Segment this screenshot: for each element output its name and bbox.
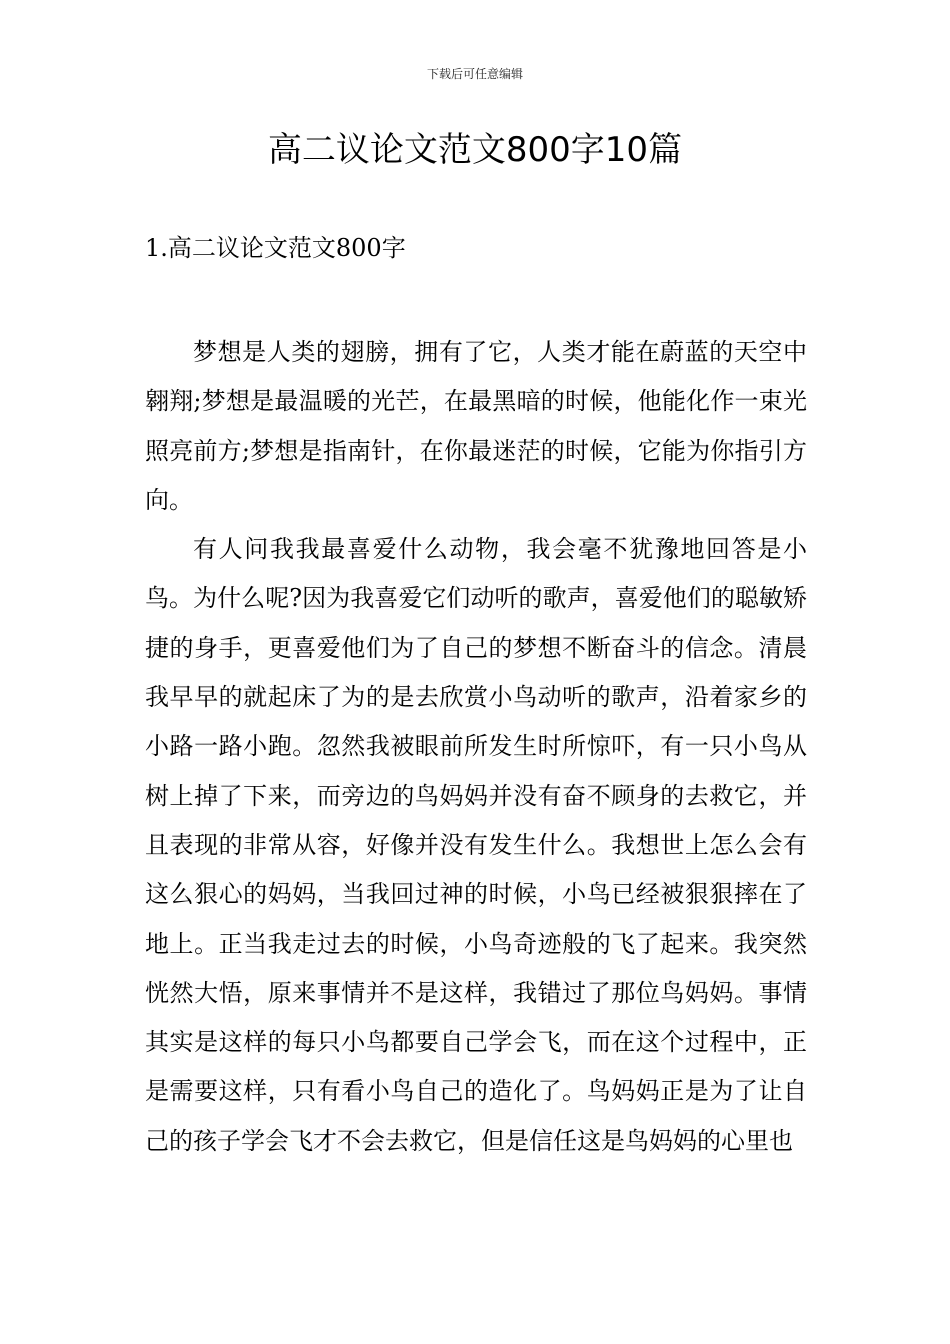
paragraph: 有人问我我最喜爱什么动物，我会毫不犹豫地回答是小鸟。为什么呢?因为我喜爱它们动听的歌声，喜爱他们的聪敏矫捷的身手，更喜爱他们为了自己的梦想不断奋斗的信念。清晨我早早的就起床了为的是去欣赏小鸟动听的歌声，沿着家乡的小路一路小跑。忽然我被眼前所发生时所惊吓，有一只小鸟从树上掉了下来，而旁边的鸟妈妈并没有奋不顾身的去救它，并且表现的非常从容，好像并没有发生什么。我想世上怎么会有这么狠心的妈妈，当我回过神的时候，小鸟已经被狠狠摔在了地上。正当我走过去的时候，小鸟奇迹般的飞了起来。我突然恍然大悟，原来事情并不是这样，我错过了那位鸟妈妈。事情其实是这样的每只小鸟都要自己学会飞，而在这个过程中，正是需要这样，只有看小鸟自己的造化了。鸟妈妈正是为了让自己的孩子学会飞才不会去救它，但是信任这是鸟妈妈的心里也 xyxy=(145,535,807,1155)
header-note: 下载后可任意编辑 xyxy=(426,67,523,81)
body-text xyxy=(145,328,807,1166)
document-title: 高二议论文范文800字10篇 xyxy=(267,130,683,170)
paragraph: 梦想是人类的翅膀，拥有了它，人类才能在蔚蓝的天空中翱翔;梦想是最温暖的光芒，在最黑暗的时候，他能化作一束光照亮前方;梦想是指南针，在你最迷茫的时候，它能为你指引方向。 xyxy=(145,338,807,514)
section-heading: 1.高二议论文范文800字 xyxy=(145,234,406,262)
